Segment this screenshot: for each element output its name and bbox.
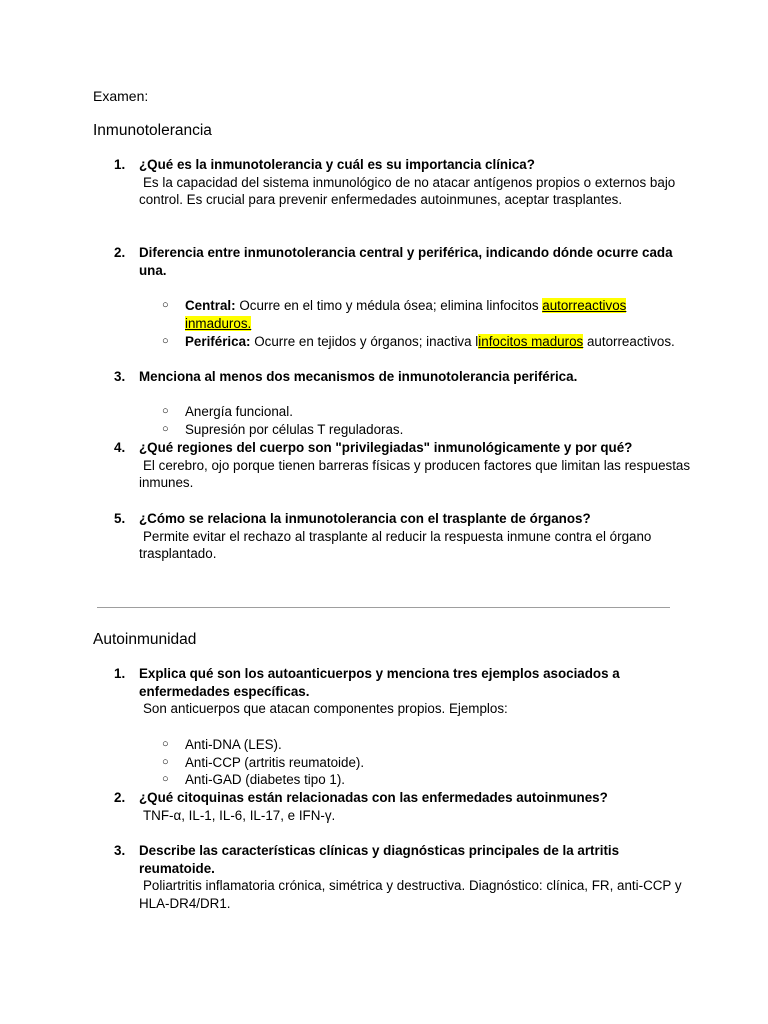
- question-text: ¿Cómo se relaciona la inmunotolerancia con el trasplante de órganos?: [139, 511, 591, 526]
- question-number: 3.: [114, 369, 126, 384]
- question-text: ¿Qué es la inmunotolerancia y cuál es su importancia clínica?: [139, 157, 535, 172]
- answer-text: El cerebro, ojo porque tienen barreras físicas y producen factores que limitan las respuestas inmunes.: [139, 457, 691, 491]
- list-item: [93, 736, 693, 754]
- section-title-autoinmunidad: Autoinmunidad: [93, 631, 197, 648]
- bullet-text: Ocurre en el timo y médula ósea; elimina linfocitos: [235, 298, 543, 314]
- question-block-1: [93, 665, 693, 789]
- question-block-3: [93, 368, 693, 439]
- bullet-glyph: ○: [162, 405, 169, 418]
- section-divider: [97, 607, 670, 608]
- answer: [93, 174, 693, 209]
- bullet-text: Anergía funcional.: [185, 404, 293, 420]
- question-block-2: [93, 789, 693, 824]
- question: [93, 842, 693, 877]
- question-number: 1.: [114, 666, 126, 681]
- list-item: [93, 421, 693, 439]
- list-item: [93, 754, 693, 772]
- question-text: Menciona al menos dos mecanismos de inmunotolerancia periférica.: [139, 369, 578, 384]
- answer: [93, 877, 693, 912]
- bullet-text: autorreactivos.: [583, 333, 675, 349]
- list-item: [93, 297, 693, 332]
- question-number: 3.: [114, 843, 126, 858]
- bullet-glyph: ○: [162, 299, 169, 312]
- bullet-text: Ocurre en tejidos y órganos; inactiva l: [250, 333, 479, 349]
- exam-label: Examen:: [93, 88, 149, 104]
- bullet-glyph: ○: [162, 737, 169, 750]
- answer-text: TNF-α, IL-1, IL-6, IL-17, e IFN-γ.: [143, 807, 336, 823]
- question: [93, 510, 693, 528]
- bullet-text: Anti-GAD (diabetes tipo 1).: [185, 772, 346, 788]
- answer-text: Permite evitar el rechazo al trasplante al reducir la respuesta inmune contra el órgano trasplantado.: [139, 528, 652, 562]
- question: [93, 244, 693, 279]
- question: [93, 439, 693, 457]
- answer: [93, 457, 693, 492]
- answer: [93, 528, 693, 563]
- question-number: 4.: [114, 440, 126, 455]
- question-text: Diferencia entre inmunotolerancia central y periférica, indicando dónde ocurre cada una.: [139, 245, 673, 278]
- question-text: Explica qué son los autoanticuerpos y menciona tres ejemplos asociados a enfermedades específicas.: [139, 666, 620, 699]
- bullet-text: Anti-DNA (LES).: [185, 736, 282, 752]
- question-number: 2.: [114, 790, 126, 805]
- answer-text: Son anticuerpos que atacan componentes propios. Ejemplos:: [143, 701, 508, 717]
- answer-text: Poliartritis inflamatoria crónica, simétrica y destructiva. Diagnóstico: clínica, FR, anti-CCP y HLA-DR4/DR1.: [139, 878, 682, 912]
- question: [93, 789, 693, 807]
- question: [93, 368, 693, 386]
- highlighted-text: infocitos maduros: [478, 333, 584, 349]
- bullet-text: Supresión por células T reguladoras.: [185, 422, 404, 438]
- question-number: 1.: [114, 157, 126, 172]
- question-text: ¿Qué citoquinas están relacionadas con las enfermedades autoinmunes?: [139, 790, 608, 805]
- question-number: 2.: [114, 245, 126, 260]
- answer: [93, 700, 693, 718]
- question-block-3: [93, 842, 693, 913]
- bullet-list: [93, 403, 693, 438]
- list-item: [93, 333, 693, 351]
- bullet-glyph: ○: [162, 773, 169, 786]
- bullet-text: Anti-CCP (artritis reumatoide).: [185, 754, 365, 770]
- question: [93, 156, 693, 174]
- question-text: Describe las características clínicas y diagnósticas principales de la artritis reumatoide.: [139, 843, 620, 876]
- question-block-4: [93, 439, 693, 492]
- question-text: ¿Qué regiones del cuerpo son "privilegiadas" inmunológicamente y por qué?: [139, 440, 633, 455]
- list-item: [93, 403, 693, 421]
- answer: [93, 807, 693, 825]
- bullet-label: Central:: [185, 298, 236, 314]
- bullet-list: [93, 297, 693, 350]
- question-block-5: [93, 510, 693, 563]
- bullet-label: Periférica:: [185, 333, 251, 349]
- section-title-inmunotolerancia: Inmunotolerancia: [93, 122, 212, 139]
- bullet-glyph: ○: [162, 755, 169, 768]
- question-number: 5.: [114, 511, 126, 526]
- list-item: [93, 771, 693, 789]
- question: [93, 665, 693, 700]
- highlighted-text: autorreactivos inmaduros.: [185, 298, 627, 331]
- bullet-glyph: ○: [162, 423, 169, 436]
- answer-text: Es la capacidad del sistema inmunológico de no atacar antígenos propios o externos bajo control. Es crucial para prevenir enfermedades autoinmunes, aceptar trasplantes.: [139, 174, 676, 208]
- bullet-glyph: ○: [162, 334, 169, 347]
- question-block-2: [93, 244, 693, 350]
- bullet-list: [93, 736, 693, 789]
- question-block-1: [93, 156, 693, 209]
